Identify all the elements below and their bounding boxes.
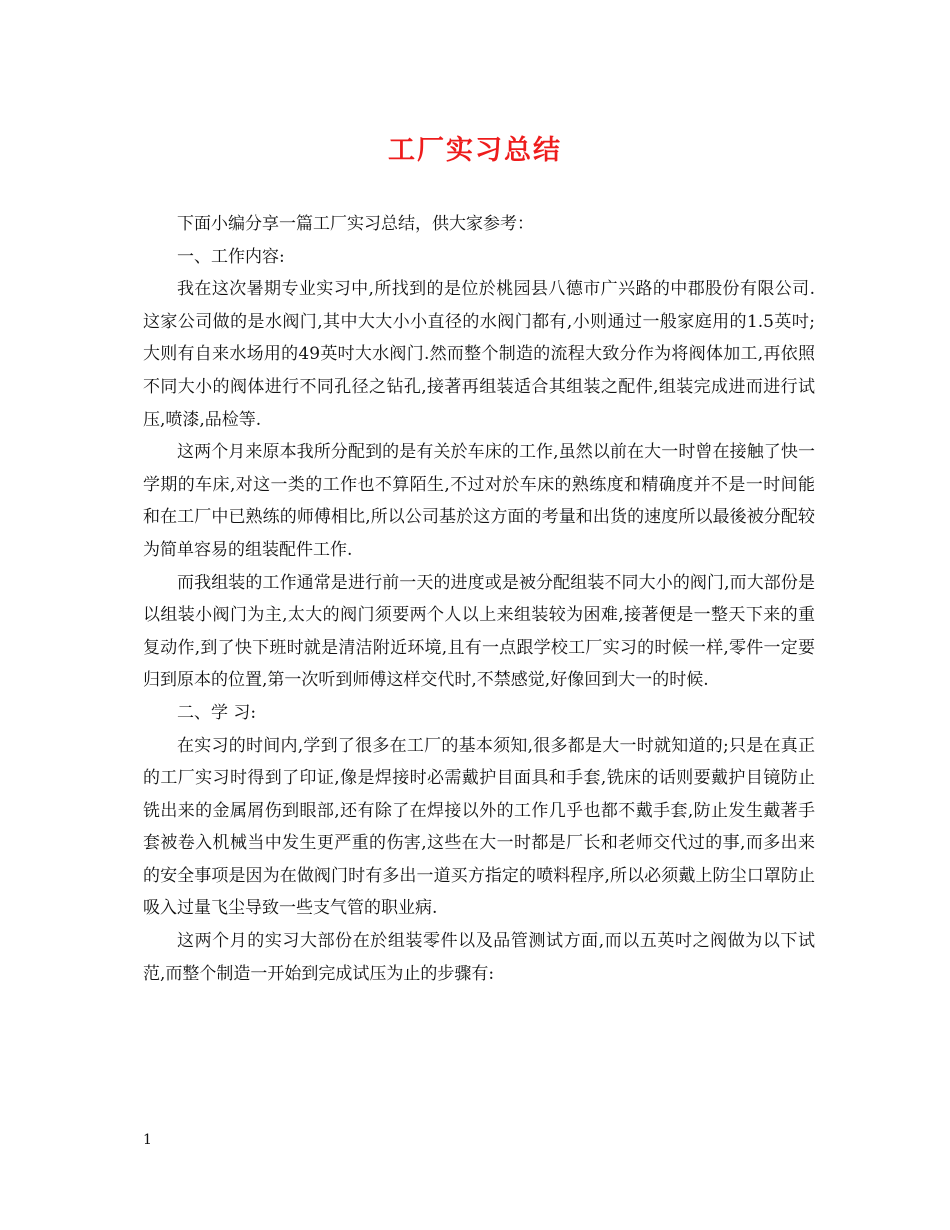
paragraph-steps: 这两个月的实习大部份在於组装零件以及品管测试方面,而以五英吋之阀做为以下试范,而整个制造一开始到完成试压为止的步骤有:	[143, 931, 815, 984]
paragraph-assembly: 而我组装的工作通常是进行前一天的进度或是被分配组装不同大小的阀门,而大部份是以组装小阀门为主,太大的阀门须要两个人以上来组装较为困难,接著便是一整天下来的重复动作,到了快下班时就是清洁附近环境,且有一点跟学校工厂实习的时候一样,零件一定要归到原本的位置,第一次听到师傅这样交代时,不禁感觉,好像回到大一的时候.	[143, 572, 815, 691]
document-title: 工厂实习总结	[388, 135, 562, 166]
page-number: 1	[143, 1132, 152, 1148]
section-heading-learning: 二、学 习:	[177, 702, 257, 723]
section-heading-work-content: 一、工作内容:	[177, 246, 285, 267]
document-body	[143, 208, 815, 990]
paragraph-company: 我在这次暑期专业实习中,所找到的是位於桃园县八德市广兴路的中郡股份有限公司.这家公司做的是水阀门,其中大大小小直径的水阀门都有,小则通过一般家庭用的1.5英吋;大则有自来水场用的49英吋大水阀门.然而整个制造的流程大致分作为将阀体加工,再依照不同大小的阀体进行不同孔径之钻孔,接著再组装适合其组装之配件,组装完成进而进行试压,喷漆,品检等.	[143, 279, 815, 430]
paragraph-safety: 在实习的时间内,学到了很多在工厂的基本须知,很多都是大一时就知道的;只是在真正的工厂实习时得到了印证,像是焊接时必需戴护目面具和手套,铣床的话则要戴护目镜防止铣出来的金属屑伤到眼部,还有除了在焊接以外的工作几乎也都不戴手套,防止发生戴著手套被卷入机械当中发生更严重的伤害,这些在大一时都是厂长和老师交代过的事,而多出来的安全事项是因为在做阀门时有多出一道买方指定的喷料程序,所以必须戴上防尘口罩防止吸入过量飞尘导致一些支气管的职业病.	[143, 735, 815, 919]
paragraph-lathe: 这两个月来原本我所分配到的是有关於车床的工作,虽然以前在大一时曾在接触了快一学期的车床,对这一类的工作也不算陌生,不过对於车床的熟练度和精确度并不是一时间能和在工厂中已熟练的师傅相比,所以公司基於这方面的考量和出货的速度所以最後被分配较为简单容易的组装配件工作.	[143, 442, 815, 560]
paragraph-intro: 下面小编分享一篇工厂实习总结，供大家参考：	[177, 214, 534, 234]
